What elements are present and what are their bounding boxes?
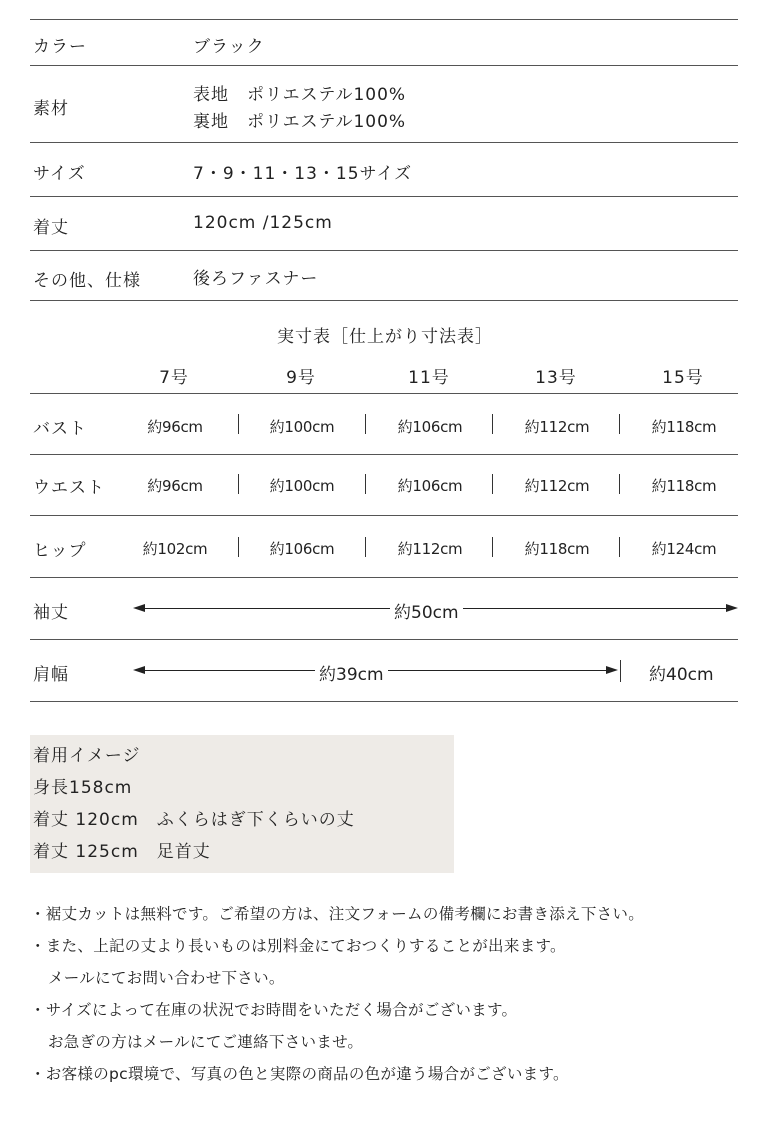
arrow-left-icon	[133, 666, 145, 674]
table-cell: 約112cm	[397, 540, 463, 558]
cell-separator	[238, 537, 239, 557]
shoulder-value-small: 約39cm	[315, 660, 388, 685]
wearing-image-title: 着用イメージ	[33, 746, 141, 766]
waist-label: ウエスト	[33, 478, 105, 498]
length-120-note: 着丈 120cm ふくらはぎ下くらいの丈	[33, 810, 355, 830]
table-divider	[30, 393, 738, 394]
note-stock-contact: お急ぎの方はメールにてご連絡下さいませ。	[48, 1033, 364, 1051]
column-head-7: 7号	[159, 368, 189, 388]
cell-separator	[365, 474, 366, 494]
length-label: 着丈	[33, 218, 69, 238]
table-cell: 約124cm	[651, 540, 717, 558]
material-label: 素材	[33, 99, 69, 119]
material-outer: 表地 ポリエステル100%	[193, 85, 407, 105]
length-125-note: 着丈 125cm 足首丈	[33, 842, 211, 862]
table-cell: 約96cm	[147, 418, 203, 436]
size-table-title: 実寸表［仕上がり寸法表］	[277, 327, 493, 347]
note-color: ・お客様のpc環境で、写真の色と実際の商品の色が違う場合がございます。	[30, 1065, 569, 1083]
spec-divider	[30, 142, 738, 143]
cell-separator	[619, 474, 620, 494]
color-value: ブラック	[193, 37, 265, 57]
table-cell: 約112cm	[524, 477, 590, 495]
cell-separator	[492, 537, 493, 557]
table-divider	[30, 515, 738, 516]
table-divider	[30, 577, 738, 578]
arrow-right-icon	[726, 604, 738, 612]
cell-separator	[365, 537, 366, 557]
sleeve-label: 袖丈	[33, 603, 69, 623]
size-value: 7・9・11・13・15サイズ	[193, 164, 413, 184]
note-long-length-contact: メールにてお問い合わせ下さい。	[48, 969, 285, 987]
cell-separator	[619, 414, 620, 434]
cell-separator	[238, 474, 239, 494]
color-label: カラー	[33, 37, 87, 57]
table-cell: 約118cm	[651, 477, 717, 495]
arrow-right-icon	[606, 666, 618, 674]
cell-separator	[492, 474, 493, 494]
table-cell: 約112cm	[524, 418, 590, 436]
length-value: 120cm /125cm	[193, 213, 333, 233]
spec-divider	[30, 250, 738, 251]
other-value: 後ろファスナー	[193, 269, 319, 289]
table-divider	[30, 639, 738, 640]
column-head-13: 13号	[535, 368, 577, 388]
spec-divider	[30, 65, 738, 66]
arrow-left-icon	[133, 604, 145, 612]
bust-label: バスト	[33, 419, 87, 439]
cell-separator	[492, 414, 493, 434]
table-cell: 約106cm	[397, 477, 463, 495]
cell-separator	[619, 537, 620, 557]
table-divider	[30, 701, 738, 702]
table-cell: 約106cm	[269, 540, 335, 558]
model-height: 身長158cm	[33, 778, 133, 798]
hip-label: ヒップ	[33, 541, 87, 561]
table-cell: 約102cm	[142, 540, 208, 558]
cell-separator	[238, 414, 239, 434]
table-cell: 約106cm	[397, 418, 463, 436]
table-cell: 約118cm	[651, 418, 717, 436]
note-hem-cut: ・裾丈カットは無料です。ご希望の方は、注文フォームの備考欄にお書き添え下さい。	[30, 905, 645, 923]
shoulder-value-large: 約40cm	[645, 660, 718, 685]
spec-divider	[30, 196, 738, 197]
column-head-15: 15号	[662, 368, 704, 388]
spec-divider	[30, 300, 738, 301]
table-cell: 約100cm	[269, 418, 335, 436]
other-label: その他、仕様	[33, 271, 141, 291]
sleeve-value: 約50cm	[390, 598, 463, 623]
spec-divider-top	[30, 19, 738, 20]
note-stock: ・サイズによって在庫の状況でお時間をいただく場合がございます。	[30, 1001, 518, 1019]
column-head-11: 11号	[408, 368, 450, 388]
cell-separator	[620, 660, 621, 682]
table-cell: 約96cm	[147, 477, 203, 495]
column-head-9: 9号	[286, 368, 316, 388]
material-lining: 裏地 ポリエステル100%	[193, 112, 407, 132]
shoulder-label: 肩幅	[33, 665, 69, 685]
table-divider	[30, 454, 738, 455]
size-label: サイズ	[33, 164, 86, 184]
cell-separator	[365, 414, 366, 434]
table-cell: 約100cm	[269, 477, 335, 495]
table-cell: 約118cm	[524, 540, 590, 558]
note-long-length: ・また、上記の丈より長いものは別料金にておつくりすることが出来ます。	[30, 937, 566, 955]
